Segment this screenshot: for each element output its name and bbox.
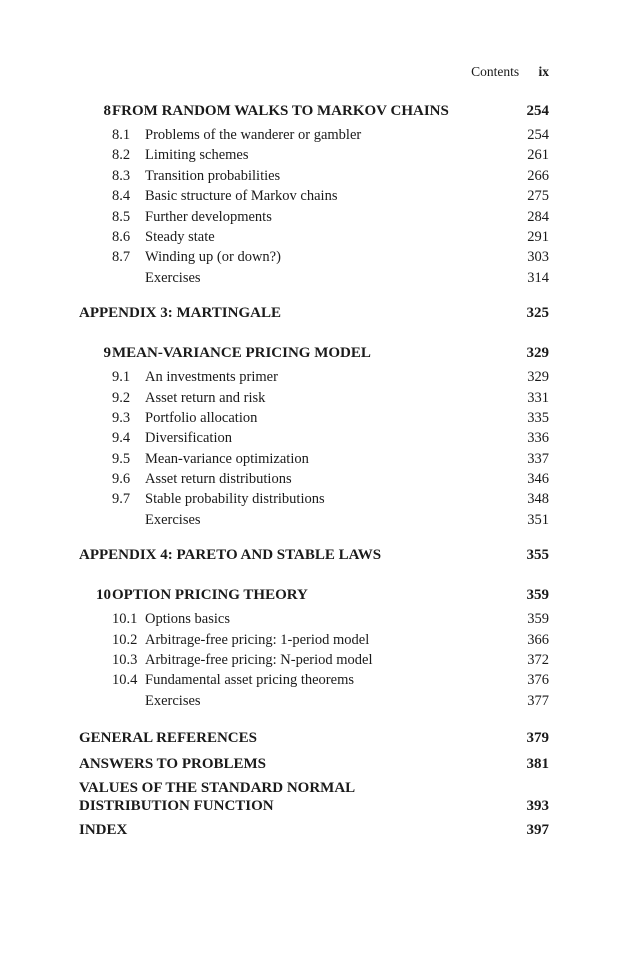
appendix-3-entry[interactable] — [79, 302, 549, 324]
appendix-title: APPENDIX 4: PARETO AND STABLE LAWS — [79, 547, 382, 564]
section-title: Arbitrage-free pricing: 1-period model — [145, 631, 370, 648]
section-title: Portfolio allocation — [145, 409, 258, 426]
section-number: 8.4 — [112, 188, 131, 205]
chapter-page: 359 — [526, 587, 549, 604]
section-page: 336 — [527, 430, 549, 447]
section-number: 9.3 — [112, 409, 131, 426]
section-page: 291 — [527, 228, 549, 245]
section-entry[interactable] — [79, 227, 549, 247]
general-references-entry[interactable] — [79, 727, 549, 749]
appendix-page: 325 — [526, 305, 549, 322]
section-title: Problems of the wanderer or gambler — [145, 127, 362, 143]
section-entry[interactable] — [79, 247, 549, 267]
section-page: 303 — [527, 249, 549, 266]
running-header-title: Contents — [471, 64, 520, 79]
section-number: 8.2 — [112, 147, 131, 164]
chapter-page: 254 — [526, 103, 549, 119]
section-page: 376 — [527, 672, 549, 689]
section-page: 337 — [527, 450, 549, 467]
section-entry[interactable] — [79, 609, 549, 629]
section-title: Exercises — [145, 692, 201, 709]
section-number: 10.3 — [112, 652, 138, 669]
section-title: Arbitrage-free pricing: N-period model — [145, 652, 373, 669]
chapter-number: 10 — [96, 587, 111, 604]
chapter-8-entry[interactable] — [79, 100, 549, 122]
section-title: Fundamental asset pricing theorems — [145, 672, 354, 689]
section-title: Asset return and risk — [145, 389, 266, 406]
section-page: 314 — [527, 269, 549, 286]
section-page: 261 — [527, 147, 549, 164]
section-number: 10.4 — [112, 672, 138, 689]
section-title: Winding up (or down?) — [145, 249, 281, 266]
running-header-page-number: ix — [538, 64, 549, 79]
section-title: Exercises — [145, 269, 201, 286]
section-page: 348 — [527, 491, 549, 508]
appendix-4-entry[interactable] — [79, 544, 549, 566]
section-title: Mean-variance optimization — [145, 450, 309, 467]
section-number: 9.6 — [112, 471, 131, 488]
section-entry[interactable] — [79, 388, 549, 408]
section-entry[interactable] — [79, 186, 549, 206]
entry-title: GENERAL REFERENCES — [79, 730, 257, 747]
chapter-10-entry[interactable] — [79, 584, 549, 606]
section-number: 9.1 — [112, 369, 131, 386]
section-entry[interactable] — [79, 449, 549, 469]
section-title: Exercises — [145, 511, 201, 528]
entry-page: 381 — [526, 756, 549, 773]
chapter-title: FROM RANDOM WALKS TO MARKOV CHAINS — [112, 103, 449, 119]
section-title: Basic structure of Markov chains — [145, 188, 338, 205]
section-entry[interactable] — [79, 489, 549, 509]
section-entry[interactable] — [79, 145, 549, 165]
answers-entry[interactable] — [79, 753, 549, 775]
appendix-page: 355 — [526, 547, 549, 564]
section-number: 8.3 — [112, 167, 131, 184]
entry-title-line-2: DISTRIBUTION FUNCTION — [79, 798, 274, 815]
section-page: 351 — [527, 511, 549, 528]
entry-page: 397 — [526, 822, 549, 839]
section-page: 359 — [527, 611, 549, 628]
section-entry[interactable] — [79, 670, 549, 690]
section-page: 346 — [527, 471, 549, 488]
chapter-9-entry[interactable] — [79, 342, 549, 364]
section-title: Limiting schemes — [145, 147, 249, 164]
section-number: 8.7 — [112, 249, 131, 266]
table-of-contents — [79, 100, 549, 841]
section-entry[interactable] — [79, 207, 549, 227]
section-page: 329 — [527, 369, 549, 386]
section-page: 266 — [527, 167, 549, 184]
section-title: Diversification — [145, 430, 232, 447]
entry-page: 379 — [526, 730, 549, 747]
section-title: Further developments — [145, 208, 272, 225]
appendix-title: APPENDIX 3: MARTINGALE — [79, 305, 281, 322]
section-number: 9.4 — [112, 430, 131, 447]
exercises-entry[interactable] — [79, 268, 549, 288]
section-number: 8.1 — [112, 127, 131, 143]
section-page: 254 — [527, 127, 549, 143]
section-page: 275 — [527, 188, 549, 205]
normal-distribution-table-entry[interactable] — [79, 779, 549, 815]
index-entry[interactable] — [79, 819, 549, 841]
section-title: Stable probability distributions — [145, 491, 325, 508]
section-entry[interactable] — [79, 428, 549, 448]
exercises-entry[interactable] — [79, 691, 549, 711]
entry-title: INDEX — [79, 822, 128, 839]
chapter-number: 9 — [103, 345, 111, 362]
section-entry[interactable] — [79, 469, 549, 489]
section-number: 9.5 — [112, 450, 131, 467]
section-page: 366 — [527, 631, 549, 648]
entry-title-line-1: VALUES OF THE STANDARD NORMAL — [79, 780, 356, 797]
section-page: 335 — [527, 409, 549, 426]
chapter-title: OPTION PRICING THEORY — [112, 587, 308, 604]
section-entry[interactable] — [79, 408, 549, 428]
section-number: 9.7 — [112, 491, 131, 508]
section-entry[interactable] — [79, 166, 549, 186]
section-page: 372 — [527, 652, 549, 669]
section-entry[interactable] — [79, 630, 549, 650]
entry-page: 393 — [526, 798, 549, 815]
section-entry[interactable] — [79, 367, 549, 387]
section-title: An investments primer — [145, 369, 278, 386]
section-page: 331 — [527, 389, 549, 406]
section-page: 284 — [527, 208, 549, 225]
section-entry[interactable] — [79, 125, 549, 145]
section-title: Transition probabilities — [145, 167, 281, 184]
section-number: 9.2 — [112, 389, 131, 406]
chapter-title: MEAN-VARIANCE PRICING MODEL — [112, 345, 371, 362]
chapter-page: 329 — [526, 345, 549, 362]
section-entry[interactable] — [79, 650, 549, 670]
chapter-number: 8 — [103, 103, 111, 119]
section-number: 8.5 — [112, 208, 131, 225]
running-header — [0, 64, 549, 80]
exercises-entry[interactable] — [79, 510, 549, 530]
section-number: 10.2 — [112, 631, 138, 648]
section-number: 10.1 — [112, 611, 138, 628]
section-page: 377 — [527, 692, 549, 709]
section-title: Steady state — [145, 228, 215, 245]
section-title: Asset return distributions — [145, 471, 292, 488]
entry-title: ANSWERS TO PROBLEMS — [79, 756, 266, 773]
section-title: Options basics — [145, 611, 230, 628]
section-number: 8.6 — [112, 228, 131, 245]
